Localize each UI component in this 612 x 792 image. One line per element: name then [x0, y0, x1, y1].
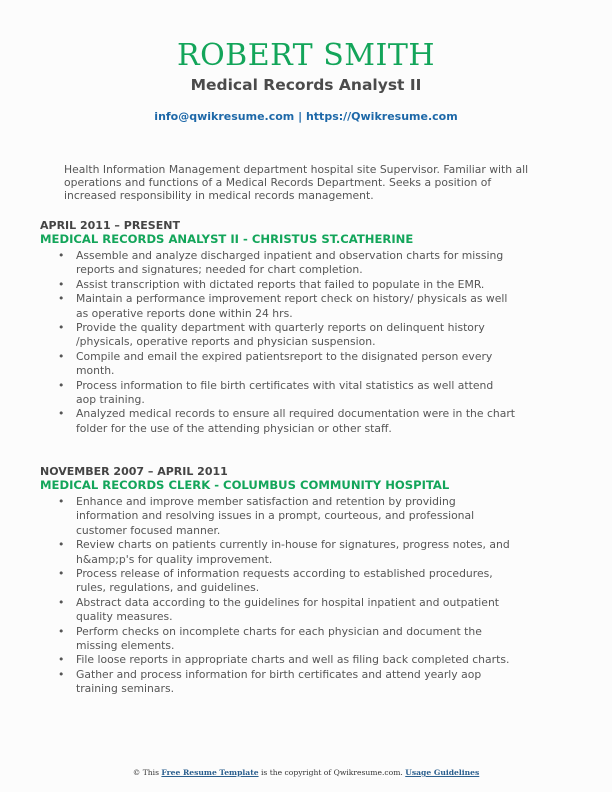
- list-item: • Assist transcription with dictated reports that failed to populate in the EMR.: [40, 278, 516, 292]
- list-item: • Assemble and analyze discharged inpatient and observation charts for missing reports and signatures; needed for chart completion.: [40, 249, 516, 278]
- contact-line: [0, 110, 612, 123]
- list-item: • Abstract data according to the guidelines for hospital inpatient and outpatient quality measures.: [40, 596, 516, 625]
- email-link[interactable]: info@qwikresume.com: [154, 110, 295, 123]
- list-item: • Compile and email the expired patientsreport to the disignated person every month.: [40, 350, 516, 379]
- footer-copyright: is the copyright of Qwikresume.com.: [258, 768, 406, 777]
- candidate-name: ROBERT SMITH: [176, 38, 436, 73]
- job-title: MEDICAL RECORDS ANALYST II - CHRISTUS ST.CATHERINE: [40, 232, 414, 246]
- candidate-title: Medical Records Analyst II: [190, 76, 422, 94]
- contact-separator: |: [294, 110, 306, 123]
- list-item: • Enhance and improve member satisfaction and retention by providing information and resolving issues in a prompt, courteous, and professional customer focused manner.: [40, 495, 516, 538]
- list-item: • Gather and process information for birth certificates and attend yearly aop training seminars.: [40, 668, 516, 697]
- list-item: • Process information to file birth certificates with vital statistics as well attend aop training.: [40, 379, 516, 408]
- list-item: • Perform checks on incomplete charts for each physician and document the missing elements.: [40, 625, 516, 654]
- list-item: • File loose reports in appropriate charts and well as filing back completed charts.: [40, 653, 516, 667]
- job-entry: [40, 465, 560, 697]
- list-item: • Analyzed medical records to ensure all required documentation were in the chart folder for the use of the attending physician or other staff.: [40, 407, 516, 436]
- list-item: • Review charts on patients currently in-house for signatures, progress notes, and h&amp;p's for quality improvement.: [40, 538, 516, 567]
- website-link[interactable]: https://Qwikresume.com: [305, 110, 458, 123]
- job-bullets: [40, 249, 560, 436]
- usage-guidelines-link[interactable]: Usage Guidelines: [405, 768, 480, 777]
- list-item: • Process release of information requests according to established procedures, rules, regulations, and guidelines.: [40, 567, 516, 596]
- footer-prefix: © This: [132, 768, 162, 777]
- job-bullets: [40, 495, 560, 697]
- free-resume-template-link[interactable]: Free Resume Template: [161, 768, 259, 777]
- list-item: • Provide the quality department with quarterly reports on delinquent history /physicals, operative reports and physician suspension.: [40, 321, 516, 350]
- list-item: • Maintain a performance improvement report check on history/ physicals as well as operative reports done within 24 hrs.: [40, 292, 516, 321]
- summary: Health Information Management department hospital site Supervisor. Familiar with all operations and functions of a Medical Records Department. Seeks a position of increased responsibility in medical records management.: [64, 163, 529, 202]
- job-entry: [40, 219, 560, 436]
- footer: [0, 768, 612, 777]
- job-date: APRIL 2011 – PRESENT: [40, 219, 180, 232]
- job-date: NOVEMBER 2007 – APRIL 2011: [40, 465, 228, 478]
- job-title: MEDICAL RECORDS CLERK - COLUMBUS COMMUNITY HOSPITAL: [40, 478, 450, 492]
